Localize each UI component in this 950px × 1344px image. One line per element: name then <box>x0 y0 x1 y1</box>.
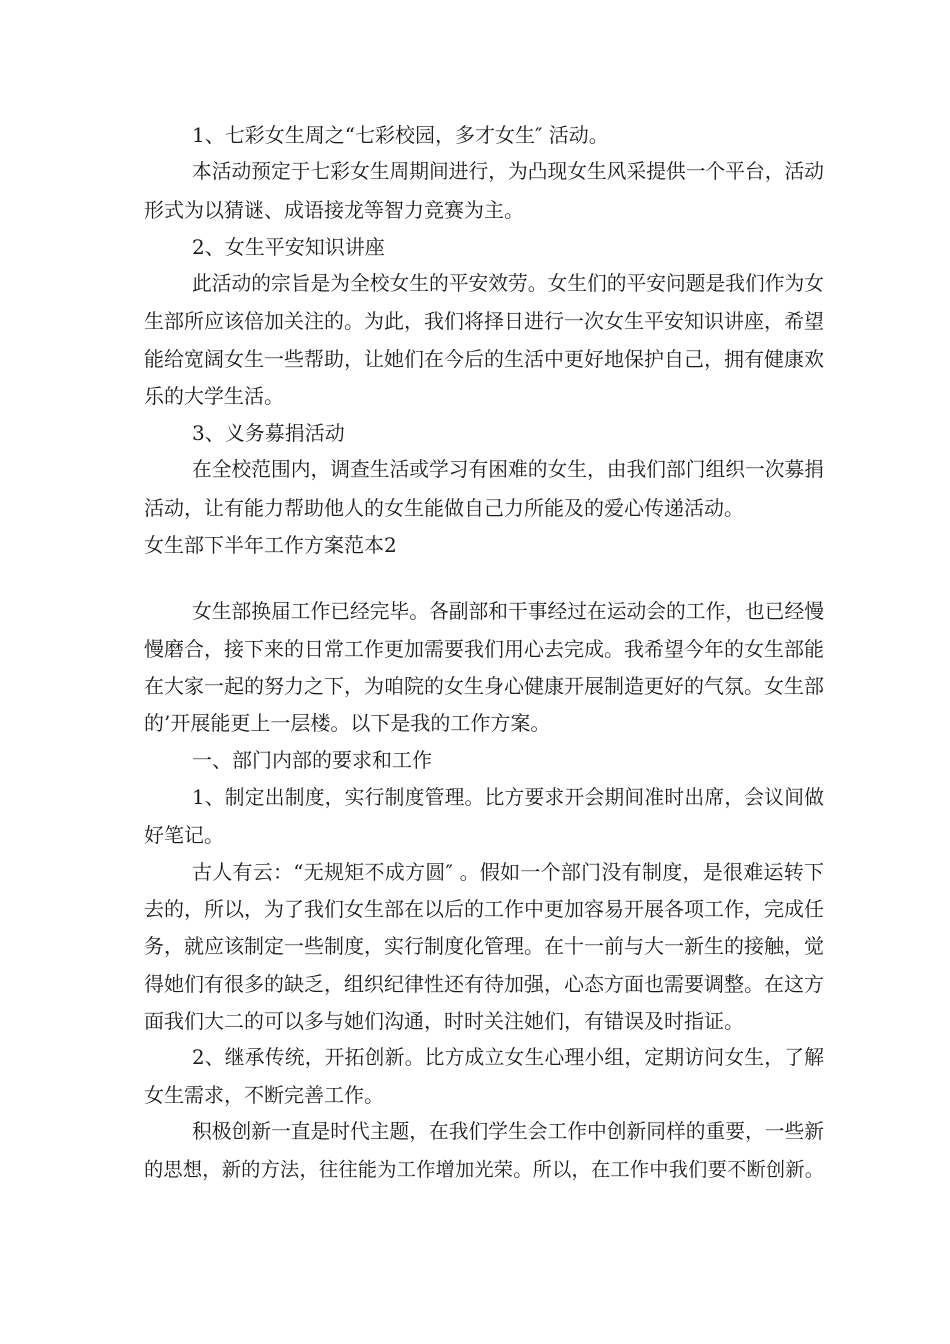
paragraph-line: 积极创新一直是时代主题，在我们学生会工作中创新同样的重要，一些新 <box>192 1120 825 1143</box>
paragraph-line: 古人有云：“无规矩不成方圆″ 。假如一个部门没有制度，是很难运转下 <box>192 860 824 884</box>
paragraph-line: 在大家一起的努力之下，为咱院的女生身心健康开展制造更好的气氛。女生部 <box>144 674 824 698</box>
paragraph-line: 形式为以猜谜、成语接龙等智力竞赛为主。 <box>144 198 524 222</box>
list-item-heading: 2、女生平安知识讲座 <box>192 235 385 259</box>
paragraph-line: 能给宽阔女生一些帮助，让她们在今后的生活中更好地保护自己，拥有健康欢 <box>144 347 824 371</box>
paragraph-line: 得她们有很多的缺乏，组织纪律性还有待加强，心态方面也需要调整。在这方 <box>144 972 824 996</box>
paragraph-line: 务，就应该制定一些制度，实行制度化管理。在十一前与大一新生的接触，觉 <box>144 934 824 958</box>
paragraph-line: 乐的大学生活。 <box>144 384 284 408</box>
paragraph-line: 的思想，新的方法，往往能为工作增加光荣。所以，在工作中我们要不断创新。 <box>144 1158 824 1181</box>
paragraph-line: 好笔记。 <box>144 823 224 847</box>
list-item-heading: 3、义务募捐活动 <box>192 421 345 445</box>
section-heading: 一、部门内部的要求和工作 <box>192 748 432 772</box>
paragraph-line: 生部所应该倍加关注的。为此，我们将择日进行一次女生平安知识讲座，希望 <box>144 309 824 333</box>
paragraph-line: 慢磨合，接下来的日常工作更加需要我们用心去完成。我希望今年的女生部能 <box>144 637 824 661</box>
paragraph-line: 此活动的宗旨是为全校女生的平安效劳。女生们的平安问题是我们作为女 <box>192 272 825 295</box>
paragraph-line: 2、继承传统，开拓创新。比方成立女生心理小组，定期访问女生，了解 <box>192 1046 824 1069</box>
paragraph-line: 活动，让有能力帮助他人的女生能做自己力所能及的爱心传递活动。 <box>144 496 744 520</box>
list-item-heading: 1、七彩女生周之“七彩校园，多才女生″ 活动。 <box>192 123 609 147</box>
paragraph-line: 的’开展能更上一层楼。以下是我的工作方案。 <box>144 711 551 735</box>
paragraph-line: 去的，所以，为了我们女生部在以后的工作中更加容易开展各项工作，完成任 <box>144 897 824 921</box>
paragraph-line: 本活动预定于七彩女生周期间进行，为凸现女生风采提供一个平台，活动 <box>192 160 825 183</box>
paragraph-line: 在全校范围内，调查生活或学习有困难的女生，由我们部门组织一次募捐 <box>192 458 825 481</box>
paragraph-line: 女生部换届工作已经完毕。各副部和干事经过在运动会的工作，也已经慢 <box>192 600 825 623</box>
paragraph-line: 1、制定出制度，实行制度管理。比方要求开会期间准时出席，会议间做 <box>192 786 824 809</box>
paragraph-line: 面我们大二的可以多与她们沟通，时时关注她们，有错误及时指证。 <box>144 1009 744 1033</box>
section-title: 女生部下半年工作方案范本2 <box>144 533 397 557</box>
paragraph-line: 女生需求，不断完善工作。 <box>144 1083 384 1107</box>
